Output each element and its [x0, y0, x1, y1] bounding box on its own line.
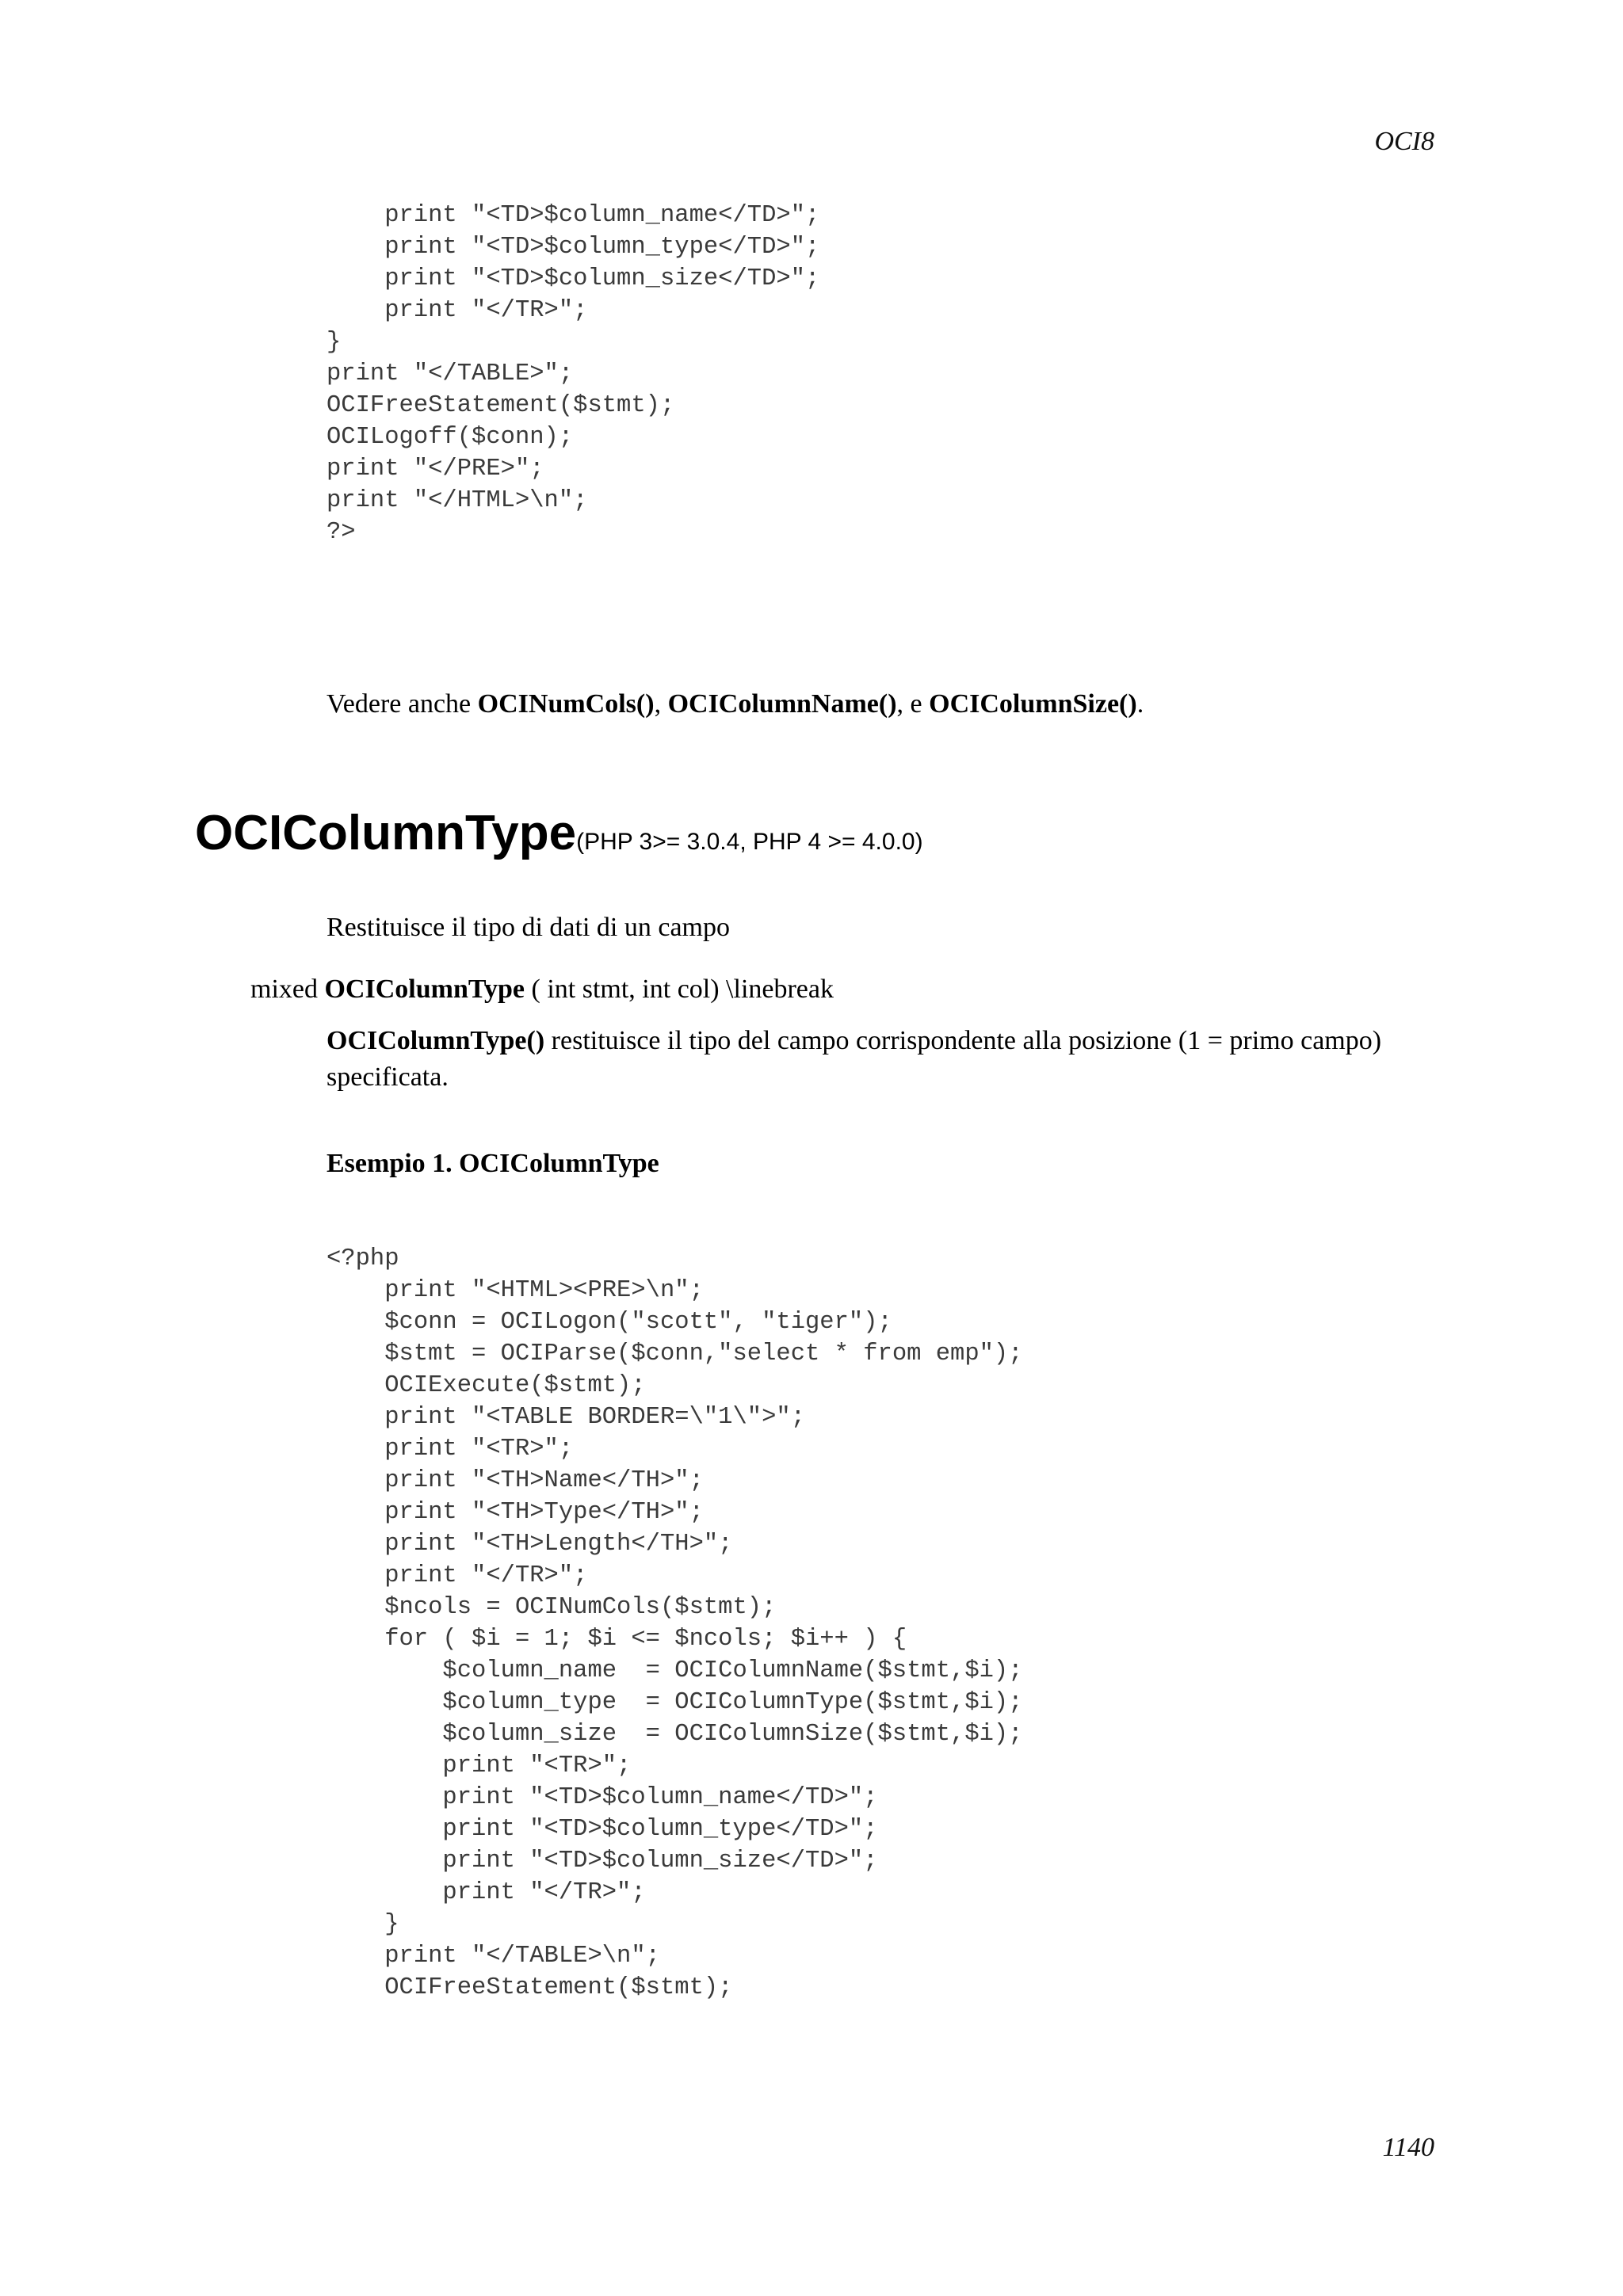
- code-line: }: [327, 329, 342, 356]
- code-line: print "<TH>Length</TH>";: [327, 1531, 733, 1558]
- code-line: $conn = OCILogon("scott", "tiger");: [327, 1309, 892, 1336]
- code-line: OCIFreeStatement($stmt);: [327, 1974, 733, 2001]
- function-description: [327, 1023, 1436, 1096]
- see-also-line: [327, 689, 1144, 719]
- function-synopsis: [250, 974, 834, 1005]
- see-also-separator-2: , e: [896, 689, 930, 719]
- code-line: print "<TD>$column_size</TD>";: [327, 1848, 878, 1875]
- code-line: print "</TABLE>\n";: [327, 1943, 660, 1970]
- see-also-prefix: Vedere anche: [327, 689, 478, 719]
- running-header: OCI8: [1374, 127, 1434, 156]
- see-also-suffix: .: [1136, 689, 1144, 719]
- code-line: print "</PRE>";: [327, 456, 544, 482]
- code-line: OCIExecute($stmt);: [327, 1372, 646, 1399]
- code-line: print "<TD>$column_name</TD>";: [327, 202, 820, 229]
- see-also-function-2: OCIColumnName(): [667, 689, 897, 719]
- code-line: OCIFreeStatement($stmt);: [327, 392, 675, 419]
- function-version: (PHP 3>= 3.0.4, PHP 4 >= 4.0.0): [576, 829, 923, 855]
- synopsis-function-name: OCIColumnType: [324, 974, 525, 1004]
- synopsis-return-type: mixed: [250, 974, 318, 1004]
- code-line: print "<TH>Name</TH>";: [327, 1467, 704, 1494]
- see-also-function-3: OCIColumnSize(): [929, 689, 1137, 719]
- code-line: for ( $i = 1; $i <= $ncols; $i++ ) {: [327, 1626, 907, 1653]
- description-function-name: OCIColumnType(): [327, 1026, 545, 1055]
- code-line: $column_size = OCIColumnSize($stmt,$i);: [327, 1721, 1023, 1748]
- see-also-function-1: OCINumCols(): [477, 689, 655, 719]
- function-heading: [195, 805, 923, 861]
- code-line: $column_name = OCIColumnName($stmt,$i);: [327, 1657, 1023, 1684]
- see-also-separator-1: ,: [654, 689, 668, 719]
- code-line: <?php: [327, 1245, 399, 1272]
- function-purpose: Restituisce il tipo di dati di un campo: [327, 913, 730, 942]
- code-line: print "</TR>";: [327, 297, 588, 324]
- code-line: print "<HTML><PRE>\n";: [327, 1277, 704, 1304]
- synopsis-params: ( int stmt, int col) \linebreak: [525, 974, 834, 1004]
- code-block-top: [327, 200, 819, 548]
- code-line: print "<TD>$column_name</TD>";: [327, 1784, 878, 1811]
- code-line: OCILogoff($conn);: [327, 424, 574, 451]
- description-text: restituisce il tipo del campo corrispondente alla posizione (1 = primo campo) specificata.: [327, 1026, 1382, 1092]
- code-line: print "<TR>";: [327, 1436, 574, 1463]
- function-name: OCIColumnType: [195, 806, 577, 860]
- page-number: 1140: [1382, 2133, 1434, 2162]
- code-line: print "</TR>";: [327, 1879, 646, 1906]
- code-line: }: [327, 1911, 399, 1938]
- code-line: $stmt = OCIParse($conn,"select * from emp");: [327, 1341, 1023, 1367]
- code-line: print "<TABLE BORDER=\"1\">";: [327, 1404, 805, 1431]
- code-line: $column_type = OCIColumnType($stmt,$i);: [327, 1689, 1023, 1716]
- code-line: print "<TD>$column_type</TD>";: [327, 234, 820, 261]
- code-line: ?>: [327, 519, 356, 546]
- code-line: print "</TABLE>";: [327, 360, 574, 387]
- code-line: print "<TD>$column_type</TD>";: [327, 1816, 878, 1843]
- code-block-example: [327, 1243, 1023, 2004]
- example-title: Esempio 1. OCIColumnType: [327, 1149, 659, 1178]
- code-line: $ncols = OCINumCols($stmt);: [327, 1594, 777, 1621]
- code-line: print "<TH>Type</TH>";: [327, 1499, 704, 1526]
- code-line: print "</HTML>\n";: [327, 487, 588, 514]
- code-line: print "<TR>";: [327, 1753, 632, 1779]
- code-line: print "<TD>$column_size</TD>";: [327, 265, 820, 292]
- code-line: print "</TR>";: [327, 1562, 588, 1589]
